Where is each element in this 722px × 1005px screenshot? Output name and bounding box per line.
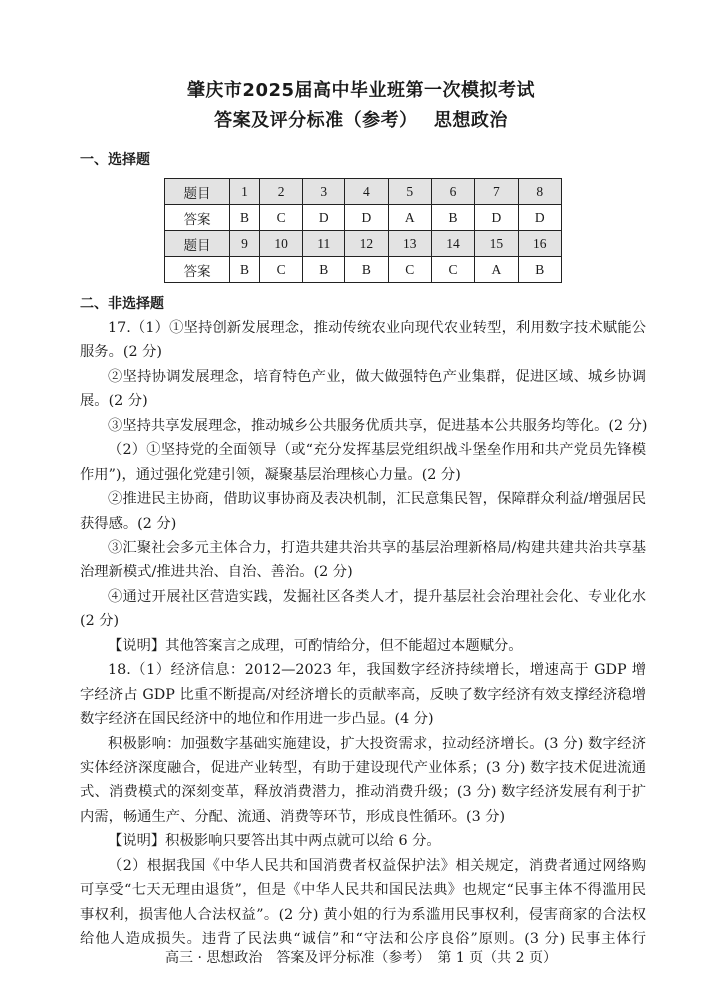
text-line: 获得感。(2 分) xyxy=(80,515,177,532)
question-number-cell: 6 xyxy=(431,179,474,205)
text-line: (2 分) xyxy=(80,613,120,630)
text-line: 展。(2 分) xyxy=(80,393,148,410)
question-number-cell: 12 xyxy=(345,231,388,257)
table-header-row xyxy=(165,179,562,205)
text-line: ④通过开展社区营造实践，发掘社区各类人才，提升基层社会治理社会化、专业化水 xyxy=(108,588,646,605)
text-line: 式、消费模式的深刻变革，释放消费潜力，推动消费升级；(3 分) 数字经济发展有利于扩 xyxy=(80,784,646,801)
answer-cell: D xyxy=(475,205,518,231)
answer-paragraph xyxy=(80,634,646,658)
document-title: 肇庆市2025届高中毕业班第一次模拟考试 xyxy=(186,80,536,101)
question-number-cell: 9 xyxy=(230,231,260,257)
question-number-cell: 10 xyxy=(259,231,302,257)
text-line: 服务。(2 分) xyxy=(80,344,162,361)
question-number-cell: 4 xyxy=(345,179,388,205)
page-footer: 高三 · 思想政治 答案及评分标准（参考） 第 1 页（共 2 页） xyxy=(165,950,557,966)
text-line: 可享受“七天无理由退货”，但是《中华人民共和国民法典》也规定“民事主体不得滥用民 xyxy=(80,882,646,899)
text-line: ③汇聚社会多元主体合力，打造共建共治共享的基层治理新格局/构建共建共治共享基 xyxy=(108,540,646,557)
answer-paragraph xyxy=(80,438,646,487)
answer-cell: B xyxy=(431,205,474,231)
answer-cell: B xyxy=(345,257,388,283)
text-line: 给他人造成损失。违背了民法典“诚信”和“守法和公序良俗”原则。(3 分) 民事主体行 xyxy=(80,931,646,948)
document-subtitle: 答案及评分标准（参考） 思想政治 xyxy=(214,110,508,131)
row-label: 答案 xyxy=(165,257,230,283)
text-line: 18.（1）经济信息：2012—2023 年，我国数字经济持续增长，增速高于 GDP 增 xyxy=(108,662,646,679)
text-line: 治理新模式/推进共治、自治、善治。(2 分) xyxy=(80,564,353,581)
text-line: 字经济占 GDP 比重不断提高/对经济增长的贡献率高，反映了数字经济有效支撑经济稳增 xyxy=(80,686,646,703)
question-number-cell: 2 xyxy=(259,179,302,205)
answer-paragraph xyxy=(80,732,646,830)
section-heading-choice: 一、选择题 xyxy=(80,152,150,168)
answer-table xyxy=(164,178,562,283)
answer-body xyxy=(80,316,646,952)
answer-cell: B xyxy=(230,257,260,283)
answer-paragraph xyxy=(80,536,646,585)
row-label: 题目 xyxy=(165,179,230,205)
text-line: 事权利，损害他人合法权益”。(2 分) 黄小姐的行为系滥用民事权利，侵害商家的合法权 xyxy=(80,906,646,923)
text-line: 积极影响：加强数字基础实施建设，扩大投资需求，拉动经济增长。(3 分) 数字经济 xyxy=(108,735,646,752)
answer-cell: D xyxy=(345,205,388,231)
text-line: 实体经济深度融合，促进产业转型，有助于建设现代产业体系；(3 分) 数字技术促进流通 xyxy=(80,760,646,777)
text-line: 数字经济在国民经济中的地位和作用进一步凸显。(4 分) xyxy=(80,711,434,728)
answer-paragraph xyxy=(80,854,646,952)
table-answer-row xyxy=(165,257,562,283)
answer-cell: B xyxy=(518,257,561,283)
text-line: 【说明】积极影响只要答出其中两点就可以给 6 分。 xyxy=(108,833,441,850)
section-heading-nonchoice: 二、非选择题 xyxy=(80,296,164,312)
text-line: ③坚持共享发展理念，推动城乡公共服务优质共享，促进基本公共服务均等化。(2 分) xyxy=(108,417,648,434)
question-number-cell: 1 xyxy=(230,179,260,205)
question-number-cell: 13 xyxy=(388,231,431,257)
text-line: 内需，畅通生产、分配、流通、消费等环节，形成良性循环。(3 分) xyxy=(80,808,506,825)
answer-cell: A xyxy=(475,257,518,283)
question-number-cell: 16 xyxy=(518,231,561,257)
answer-paragraph xyxy=(80,414,646,438)
answer-paragraph xyxy=(80,487,646,536)
question-number-cell: 15 xyxy=(475,231,518,257)
answer-cell: D xyxy=(518,205,561,231)
text-line: ②坚持协调发展理念，培育特色产业，做大做强特色产业集群，促进区域、城乡协调 xyxy=(108,368,646,385)
table-header-row xyxy=(165,231,562,257)
text-line: 作用”)，通过强化党建引领，凝聚基层治理核心力量。(2 分) xyxy=(80,466,461,483)
answer-cell: B xyxy=(230,205,260,231)
answer-cell: C xyxy=(259,205,302,231)
row-label: 答案 xyxy=(165,205,230,231)
answer-paragraph xyxy=(80,316,646,365)
text-line: 【说明】其他答案言之成理，可酌情给分，但不能超过本题赋分。 xyxy=(108,637,523,654)
answer-paragraph xyxy=(80,829,646,853)
question-number-cell: 7 xyxy=(475,179,518,205)
answer-paragraph xyxy=(80,585,646,634)
answer-cell: C xyxy=(259,257,302,283)
answer-cell: C xyxy=(388,257,431,283)
question-number-cell: 11 xyxy=(303,231,345,257)
question-number-cell: 5 xyxy=(388,179,431,205)
text-line: （2）根据我国《中华人民共和国消费者权益保护法》相关规定，消费者通过网络购 xyxy=(108,857,646,874)
answer-paragraph xyxy=(80,365,646,414)
row-label: 题目 xyxy=(165,231,230,257)
answer-cell: D xyxy=(303,205,345,231)
answer-paragraph xyxy=(80,658,646,731)
answer-cell: B xyxy=(303,257,345,283)
text-line: 17.（1）①坚持创新发展理念，推动传统农业向现代农业转型，利用数字技术赋能公 xyxy=(108,320,646,336)
question-number-cell: 14 xyxy=(431,231,474,257)
text-line: ②推进民主协商，借助议事协商及表决机制，汇民意集民智，保障群众利益/增强居民 xyxy=(108,491,646,508)
question-number-cell: 3 xyxy=(303,179,345,205)
answer-cell: A xyxy=(388,205,431,231)
table-answer-row xyxy=(165,205,562,231)
question-number-cell: 8 xyxy=(518,179,561,205)
text-line: （2）①坚持党的全面领导（或“充分发挥基层党组织战斗堡垒作用和共产党员先锋模 xyxy=(108,442,646,459)
answer-cell: C xyxy=(431,257,474,283)
